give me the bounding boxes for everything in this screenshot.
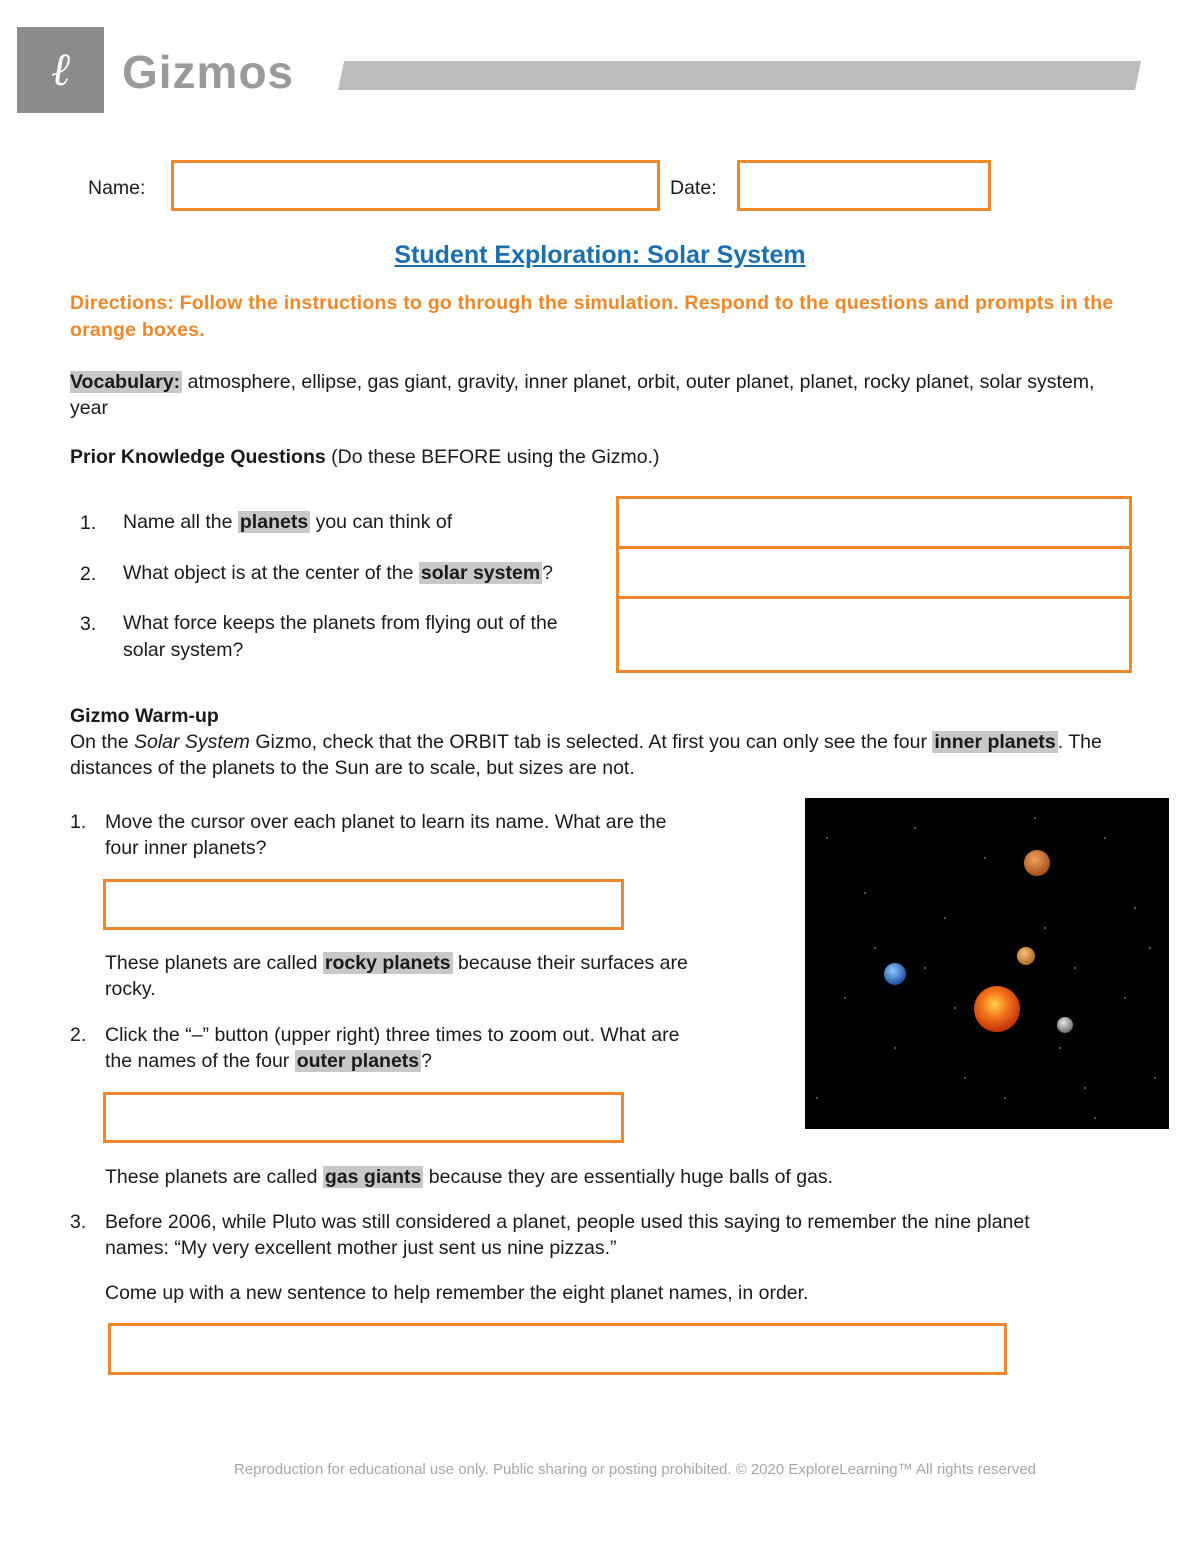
date-field[interactable] — [737, 160, 991, 211]
prior-q1-number: 1. — [80, 512, 97, 534]
prior-heading-note: (Do these BEFORE using the Gizmo.) — [325, 446, 660, 468]
earth-planet-icon — [884, 963, 906, 985]
prior-q2-term: solar system — [420, 562, 541, 584]
solar-system-simulation-image — [805, 798, 1169, 1129]
prior-q2-number: 2. — [80, 563, 97, 585]
warmup-q2-line1: Click the “–” button (upper right) three times to zoom out. What are — [105, 1024, 680, 1046]
warmup-intro — [70, 729, 1135, 781]
q1-followup-pre: These planets are called — [105, 952, 323, 974]
q2-line2-pre: the names of the four — [105, 1050, 295, 1072]
prior-knowledge-heading — [70, 444, 660, 470]
prior-q1-term: planets — [239, 511, 309, 533]
starfield — [816, 817, 1156, 1119]
date-label: Date: — [670, 177, 717, 199]
warmup-q1-line2: four inner planets? — [105, 837, 267, 859]
prior-q3-number: 3. — [80, 613, 97, 635]
prior-q2-pre: What object is at the center of the — [123, 562, 419, 584]
warmup-q1-number: 1. — [70, 811, 87, 833]
q2-line2-post: ? — [421, 1050, 432, 1072]
prior-q2-text — [123, 560, 553, 586]
footer-copyright: Reproduction for educational use only. Public sharing or posting prohibited. © 2020 ExploreLearning™ All rights reserved — [233, 1461, 1037, 1478]
vocabulary-label: Vocabulary: — [70, 371, 181, 393]
mars-planet-icon — [1024, 850, 1050, 876]
warmup-intro-italic: Solar System — [133, 731, 250, 753]
warmup-q1-followup — [105, 950, 785, 976]
prior-q3-line1: What force keeps the planets from flying out of the — [123, 612, 558, 634]
logo-glyph: ℓ — [50, 42, 71, 96]
space-scene — [805, 798, 1169, 1129]
warmup-q2-line2 — [105, 1048, 432, 1074]
prior-q1-pre: Name all the — [123, 511, 238, 533]
q2-line2-term: outer planets — [296, 1050, 420, 1072]
prior-q3-answer-box[interactable] — [616, 596, 1132, 673]
warmup-q3-line2: names: “My very excellent mother just sent us nine pizzas.” — [105, 1237, 617, 1259]
gizmos-logo-text: Gizmos — [122, 46, 295, 98]
warmup-q1-followup-line2: rocky. — [105, 978, 156, 1000]
q1-followup-term: rocky planets — [324, 952, 451, 974]
directions-text: Directions: Follow the instructions to go through the simulation. Respond to the questions and prompts in the orange boxes. — [70, 292, 1114, 341]
warmup-q2-number: 2. — [70, 1024, 87, 1046]
warmup-q2-followup — [105, 1164, 1105, 1190]
warmup-intro-post: . The distances of the planets to the Sun are to scale, but sizes are not. — [70, 731, 1102, 779]
warmup-intro-term: inner planets — [934, 731, 1056, 753]
prior-q1-answer-box[interactable] — [616, 496, 1132, 549]
warmup-q2-answer-box[interactable] — [103, 1092, 624, 1143]
warmup-q3-line3: Come up with a new sentence to help remember the eight planet names, in order. — [105, 1282, 809, 1304]
prior-heading-text: Prior Knowledge Questions — [70, 446, 326, 468]
page-title: Student Exploration: Solar System — [394, 241, 806, 269]
q2-followup-pre: These planets are called — [105, 1166, 323, 1188]
name-label: Name: — [88, 177, 146, 199]
vocabulary-paragraph — [70, 369, 1135, 421]
name-field[interactable] — [171, 160, 660, 211]
warmup-q3-line1: Before 2006, while Pluto was still considered a planet, people used this saying to remember the nine planet — [105, 1211, 1030, 1233]
gizmos-logo-mark — [17, 27, 104, 113]
header-bar — [338, 61, 1141, 90]
warmup-q1-answer-box[interactable] — [103, 879, 624, 930]
q1-followup-post: because their surfaces are — [452, 952, 688, 974]
warmup-heading: Gizmo Warm-up — [70, 705, 219, 727]
vocabulary-terms: atmosphere, ellipse, gas giant, gravity, inner planet, orbit, outer planet, planet, rocky planet, solar system, year — [70, 371, 1095, 419]
prior-q3-line2: solar system? — [123, 639, 244, 661]
prior-q1-post: you can think of — [310, 511, 453, 533]
warmup-q1-line1: Move the cursor over each planet to learn its name. What are the — [105, 811, 667, 833]
prior-q2-post: ? — [542, 562, 554, 584]
warmup-intro-pre: On the — [70, 731, 134, 753]
warmup-q3-number: 3. — [70, 1211, 87, 1233]
q2-followup-term: gas giants — [324, 1166, 422, 1188]
warmup-q3-answer-box[interactable] — [108, 1323, 1007, 1375]
prior-q2-answer-box[interactable] — [616, 546, 1132, 599]
prior-q1-text — [123, 509, 452, 535]
mercury-planet-icon — [1057, 1017, 1073, 1033]
q2-followup-post: because they are essentially huge balls of gas. — [423, 1166, 834, 1188]
venus-planet-icon — [1017, 947, 1035, 965]
warmup-intro-mid: Gizmo, check that the ORBIT tab is selected. At first you can only see the four — [249, 731, 933, 753]
sun-icon — [974, 986, 1020, 1032]
